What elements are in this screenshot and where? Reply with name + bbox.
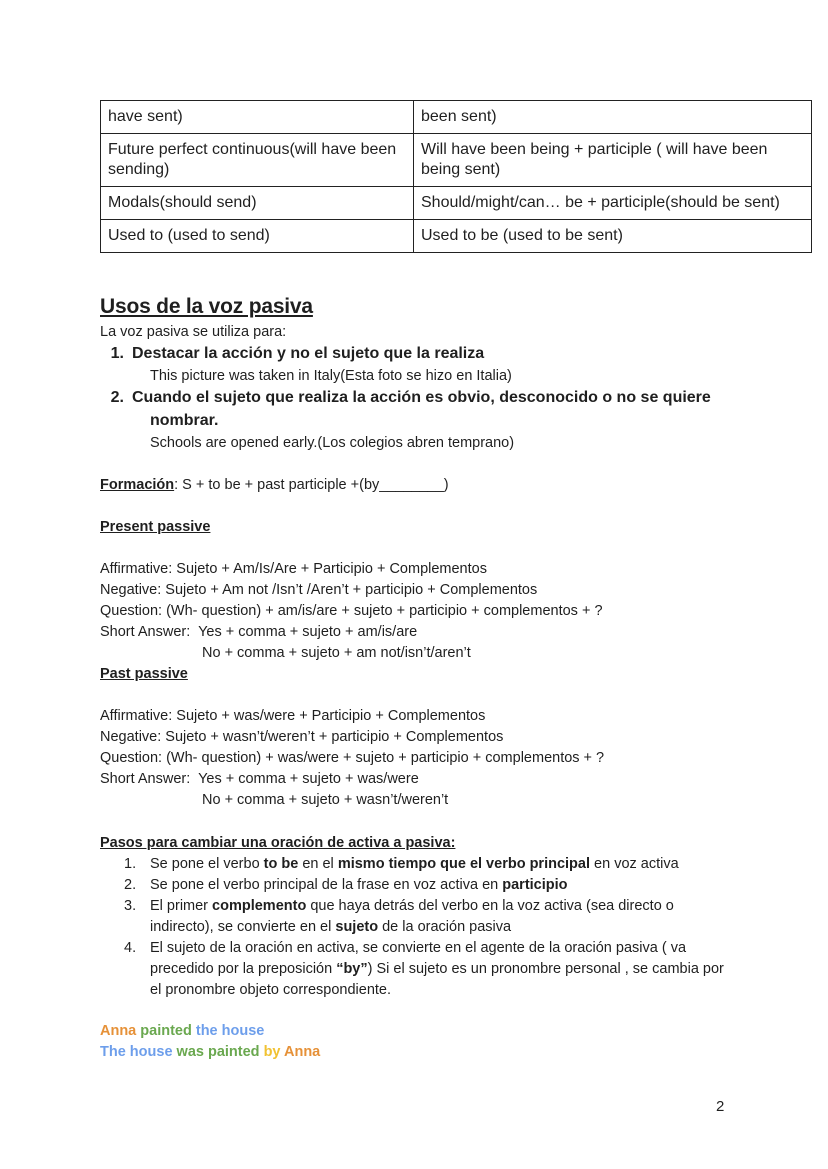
- formacion-line: Formación: S + to be + past participle +(by________): [100, 477, 449, 493]
- usos-example-2: Schools are opened early.(Los colegios abren temprano): [150, 435, 515, 451]
- table-row: [101, 220, 812, 253]
- table-cell-passive: Will have been being + participle ( will have been being sent): [414, 134, 812, 187]
- pasos-step-2: 2. Se pone el verbo principal de la frase en voz activa en participio: [124, 877, 568, 893]
- table-cell-active: Future perfect continuous(will have been sending): [101, 134, 414, 187]
- table-row: [101, 134, 812, 187]
- usos-heading: Usos de la voz pasiva: [100, 295, 313, 318]
- present-short-no: No + comma + sujeto + am not/isn’t/aren’t: [202, 645, 471, 661]
- pasos-step-3: 3. El primer complemento que haya detrás del verbo en la voz activa (sea directo o indirecto), se convierte en el sujeto de la oración pasiva: [124, 898, 674, 935]
- table-cell-passive: Should/might/can… be + participle(should be sent): [414, 187, 812, 220]
- table-cell-active: Modals(should send): [101, 187, 414, 220]
- past-affirmative: Affirmative: Sujeto + was/were + Participio + Complementos: [100, 708, 486, 724]
- table-cell-passive: been sent): [414, 101, 812, 134]
- table-cell-active: Used to (used to send): [101, 220, 414, 253]
- present-short-answer: Short Answer: Yes + comma + sujeto + am/is/are: [100, 624, 418, 640]
- table-row: [101, 187, 812, 220]
- table-row: [101, 101, 812, 134]
- usos-item-1: 1. Destacar la acción y no el sujeto que la realiza: [110, 345, 485, 362]
- present-negative: Negative: Sujeto + Am not /Isn’t /Aren’t + participio + Complementos: [100, 582, 538, 598]
- example-active-sentence: Anna painted the house: [100, 1023, 265, 1039]
- pasos-step-1: 1. Se pone el verbo to be en el mismo tiempo que el verbo principal en voz activa: [124, 856, 679, 872]
- past-passive-heading: Past passive: [100, 666, 188, 682]
- present-passive-heading: Present passive: [100, 519, 211, 535]
- usos-item-2-cont: nombrar.: [150, 412, 219, 429]
- tenses-table: [100, 100, 812, 253]
- table-cell-active: have sent): [101, 101, 414, 134]
- pasos-step-4: 4. El sujeto de la oración en activa, se convierte en el agente de la oración pasiva ( va precedido por la preposición “by”) Si el sujeto es un pronombre personal , se cambia por el pronombre objeto correspondiente.: [124, 940, 724, 998]
- past-question: Question: (Wh- question) + was/were + sujeto + participio + complementos + ?: [100, 750, 605, 766]
- present-question: Question: (Wh- question) + am/is/are + sujeto + participio + complementos + ?: [100, 603, 603, 619]
- usos-intro: La voz pasiva se utiliza para:: [100, 324, 287, 340]
- past-short-answer: Short Answer: Yes + comma + sujeto + was/were: [100, 771, 419, 787]
- past-negative: Negative: Sujeto + wasn’t/weren’t + participio + Complementos: [100, 729, 504, 745]
- present-affirmative: Affirmative: Sujeto + Am/Is/Are + Participio + Complementos: [100, 561, 487, 577]
- table-cell-passive: Used to be (used to be sent): [414, 220, 812, 253]
- page-number: 2: [716, 1098, 725, 1115]
- usos-example-1: This picture was taken in Italy(Esta foto se hizo en Italia): [150, 368, 512, 384]
- usos-item-2: 2. Cuando el sujeto que realiza la acción es obvio, desconocido o no se quiere: [110, 389, 711, 406]
- example-passive-sentence: The house was painted by Anna: [100, 1044, 321, 1060]
- past-short-no: No + comma + sujeto + wasn’t/weren’t: [202, 792, 449, 808]
- pasos-heading: Pasos para cambiar una oración de activa a pasiva:: [100, 835, 456, 851]
